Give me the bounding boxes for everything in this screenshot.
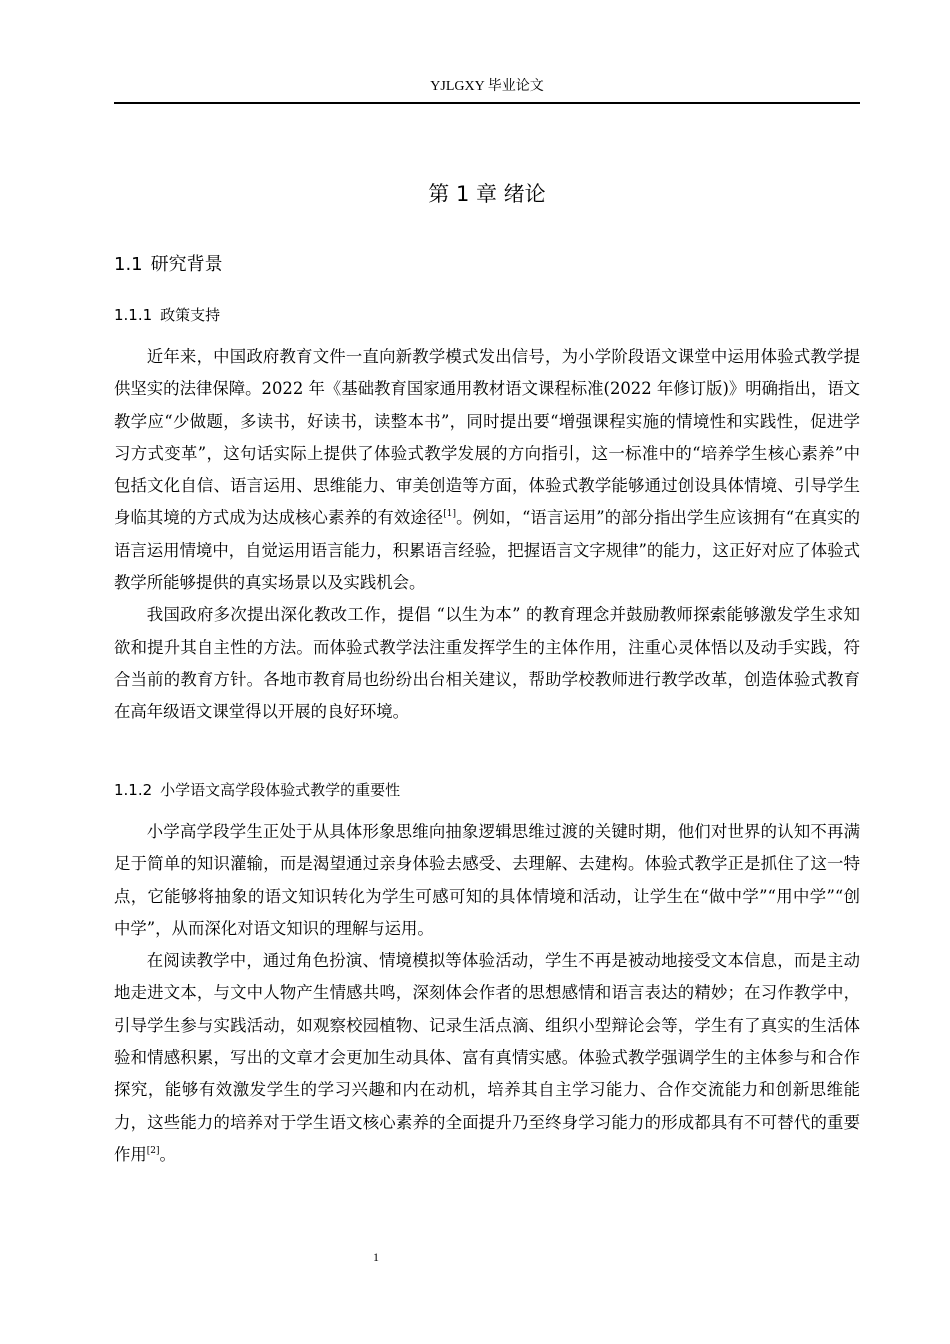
section-title: 研究背景 xyxy=(150,254,223,275)
chapter-title: 第 1 章 绪论 xyxy=(428,182,546,206)
subsection-heading-1 xyxy=(114,302,220,328)
paragraph xyxy=(114,945,860,1171)
paragraph xyxy=(114,599,860,728)
paragraph xyxy=(114,816,860,945)
subsection-body-1 xyxy=(114,341,860,729)
paragraph-text: 小学高学段学生正处于从具体形象思维向抽象逻辑思维过渡的关键时期，他们对世界的认知不再满足于简单的知识灌输，而是渴望通过亲身体验去感受、去理解、去建构。体验式教学正是抓住了这一特点，它能够将抽象的语文知识转化为学生可感可知的具体情境和活动，让学生在“做中学”“用中学”“创中学”，从而深化对语文知识的理解与运用。 xyxy=(114,822,860,938)
citation-ref: [2] xyxy=(146,1145,160,1156)
page-number: 1 xyxy=(373,1250,379,1264)
subsection-heading-2 xyxy=(114,777,400,803)
paragraph-text: 在阅读教学中，通过角色扮演、情境模拟等体验活动，学生不再是被动地接受文本信息，而是主动地走进文本，与文中人物产生情感共鸣，深刻体会作者的思想感情和语言表达的精妙；在习作教学中，引导学生参与实践活动，如观察校园植物、记录生活点滴、组织小型辩论会等，学生有了真实的生活体验和情感积累，写出的文章才会更加生动具体、富有真情实感。体验式教学强调学生的主体参与和合作探究，能够有效激发学生的学习兴趣和内在动机，培养其自主学习能力、合作交流能力和创新思维能力，这些能力的培养对于学生语文核心素养的全面提升乃至终身学习能力的形成都具有不可替代的重要作用 xyxy=(114,951,860,1164)
subsection-number: 1.1.2 xyxy=(114,781,153,799)
subsection-title: 小学语文高学段体验式教学的重要性 xyxy=(160,781,401,799)
header-title: YJLGXY 毕业论文 xyxy=(430,79,544,94)
section-heading xyxy=(114,250,223,280)
paragraph-text: 近年来，中国政府教育文件一直向新教学模式发出信号，为小学阶段语文课堂中运用体验式教学提供坚实的法律保障。2022 年《基础教育国家通用教材语文课程标准(2022 年修订版)》明确指出，语文教学应“少做题，多读书，好读书，读整本书”，同时提出要“增强课程实施的情境性和实践性，促进学习方式变革”，这句话实际上提供了体验式教学发展的方向指引，这一标准中的“培养学生核心素养”中包括文化自信、语言运用、思维能力、审美创造等方面，体验式教学能够通过创设具体情境、引导学生身临其境的方式成为达成核心素养的有效途径 xyxy=(114,347,860,528)
page-header xyxy=(114,76,860,104)
paragraph-text: 。例如，“语言运用”的部分指出学生应该拥有“在真实的语言运用情境中，自觉运用语言能力，积累语言经验，把握语言文字规律”的能力，这正好对应了体验式教学所能够提供的真实场景以及实践机会。 xyxy=(114,508,861,593)
citation-ref: [1] xyxy=(443,509,457,520)
paragraph-text: 我国政府多次提出深化教改工作，提倡 “以生为本” 的教育理念并鼓励教师探索能够激发学生求知欲和提升其自主性的方法。而体验式教学法注重发挥学生的主体作用，注重心灵体悟以及动手实践，符合当前的教育方针。各地市教育局也纷纷出台相关建议，帮助学校教师进行教学改革，创造体验式教育在高年级语文课堂得以开展的良好环境。 xyxy=(114,605,860,722)
subsection-title: 政策支持 xyxy=(160,306,221,324)
subsection-body-2 xyxy=(114,816,860,1171)
section-number: 1.1 xyxy=(114,254,143,275)
paragraph xyxy=(114,341,860,599)
paragraph-text: 。 xyxy=(159,1144,176,1164)
subsection-number: 1.1.1 xyxy=(114,306,153,324)
